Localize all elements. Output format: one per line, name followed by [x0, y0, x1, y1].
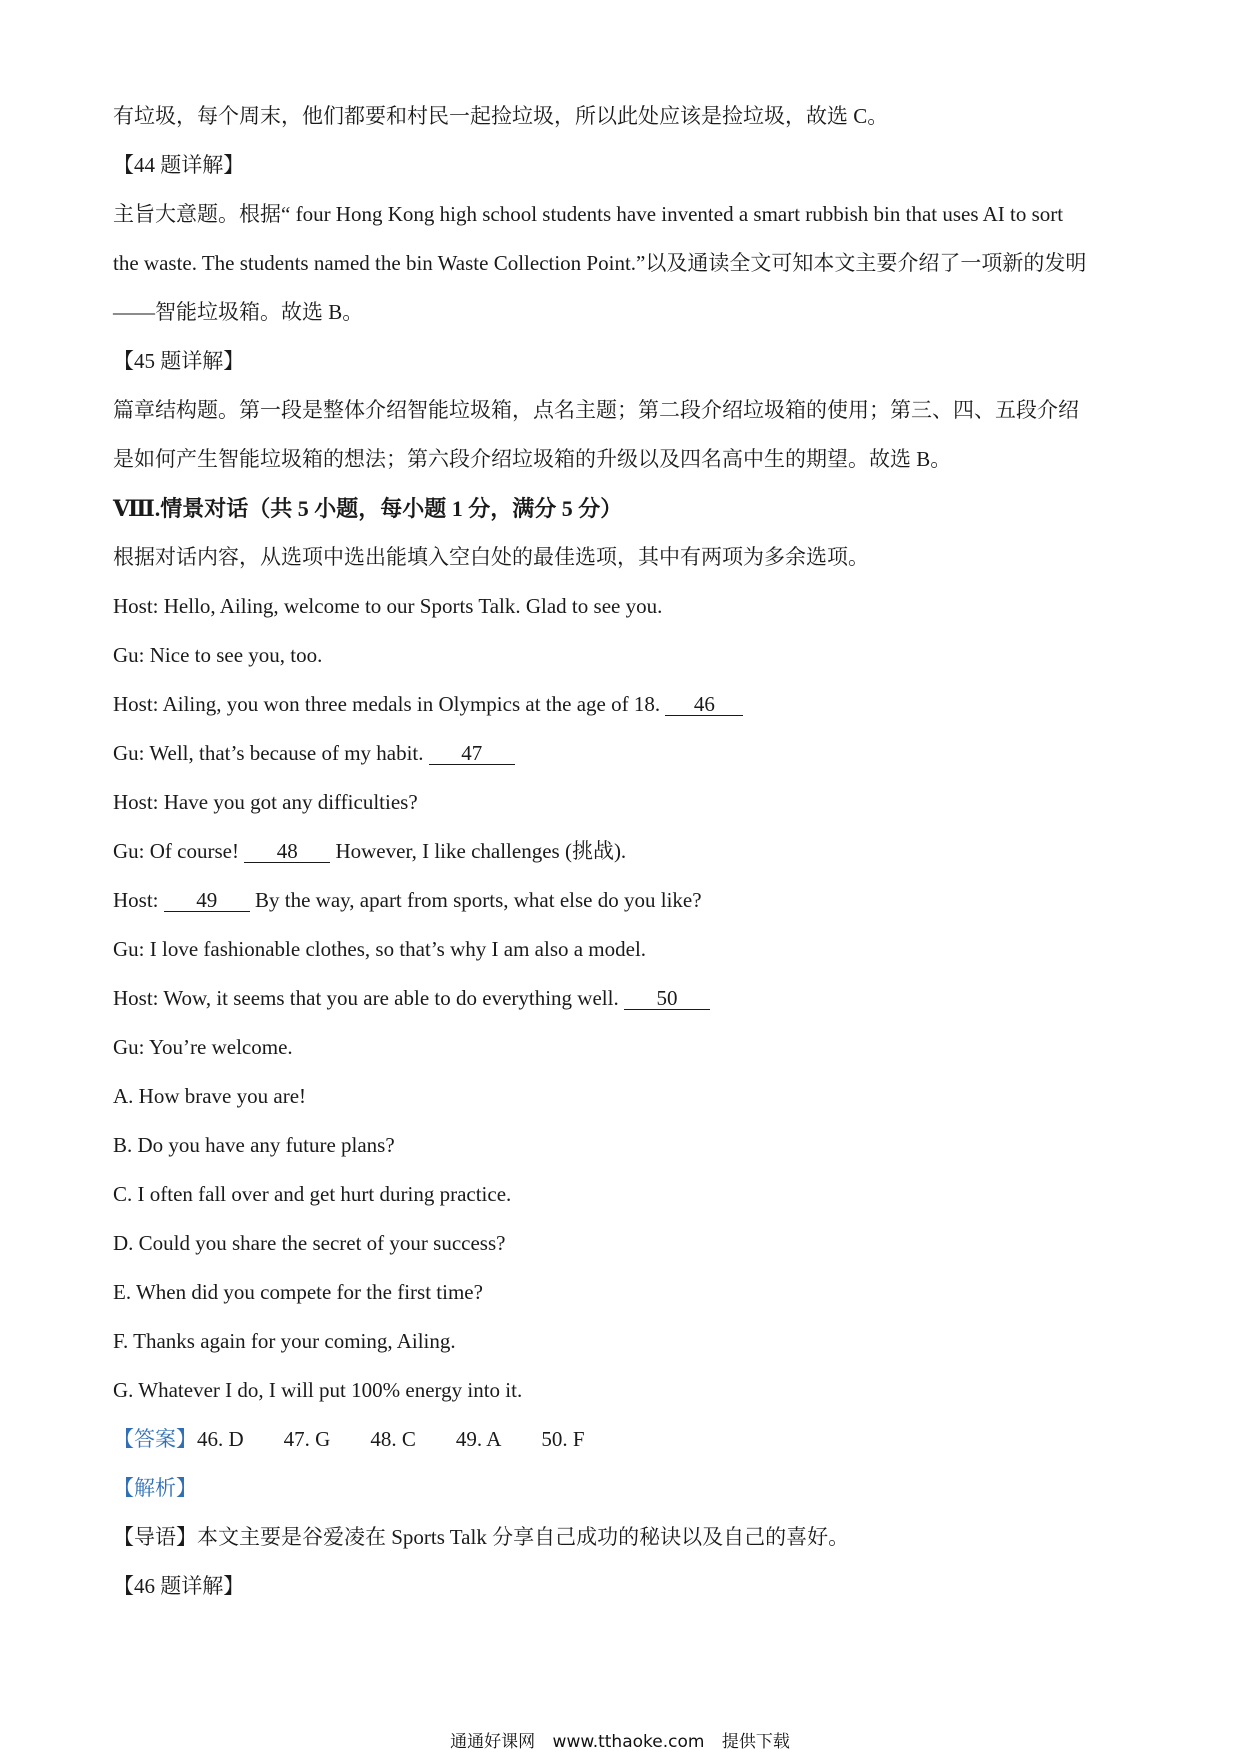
dialogue-line	[113, 729, 1133, 778]
dialogue-line: Host: Hello, Ailing, welcome to our Sports Talk. Glad to see you.	[113, 594, 663, 618]
guide-text: 本文主要是谷爱凌在 Sports Talk 分享自己成功的秘诀以及自己的喜好。	[197, 1525, 850, 1549]
option-a: A. How brave you are!	[113, 1084, 307, 1108]
footer-site-name: 通通好课网	[450, 1732, 536, 1752]
option-c: C. I often fall over and get hurt during practice.	[113, 1182, 512, 1206]
page-footer	[0, 1727, 1240, 1752]
dialogue-text: Host: Wow, it seems that you are able to do everything well.	[113, 986, 619, 1010]
q45-explanation-line-2: 是如何产生智能垃圾箱的想法；第六段介绍垃圾箱的升级以及四名高中生的期望。故选 B。	[113, 447, 952, 471]
answer-item: 50. F	[541, 1427, 585, 1451]
answer-line	[113, 1415, 1133, 1464]
footer-url[interactable]: www.tthaoke.com	[552, 1732, 705, 1752]
answer-item: 48. C	[370, 1427, 416, 1451]
dialogue-line: Gu: Nice to see you, too.	[113, 643, 323, 667]
answer-item: 46. D	[197, 1427, 244, 1451]
section-heading: Ⅷ.情景对话（共 5 小题，每小题 1 分，满分 5 分）	[113, 496, 623, 521]
dialogue-text: Gu: Of course!	[113, 839, 239, 863]
guide-label: 【导语】	[113, 1525, 197, 1549]
q46-title: 【46 题详解】	[113, 1574, 245, 1598]
option-g: G. Whatever I do, I will put 100% energy into it.	[113, 1378, 523, 1402]
option-d: D. Could you share the secret of your success?	[113, 1231, 506, 1255]
q44-explanation-line-3: ——智能垃圾箱。故选 B。	[113, 300, 364, 324]
dialogue-line	[113, 680, 1133, 729]
answer-blank-47: 47	[429, 742, 515, 765]
q45-explanation-line-1: 篇章结构题。第一段是整体介绍智能垃圾箱，点名主题；第二段介绍垃圾箱的使用；第三、四、五段介绍	[113, 398, 1079, 422]
dialogue-text: Host:	[113, 888, 159, 912]
q44-explanation-line-2: the waste. The students named the bin Waste Collection Point.”以及通读全文可知本文主要介绍了一项新的发明	[113, 251, 1087, 275]
dialogue-text: By the way, apart from sports, what else do you like?	[255, 888, 702, 912]
option-e: E. When did you compete for the first time?	[113, 1280, 483, 1304]
document-page	[113, 92, 1133, 1611]
footer-note: 提供下载	[721, 1732, 790, 1752]
answer-item: 49. A	[455, 1427, 502, 1451]
dialogue-text: However, I like challenges (挑战).	[335, 839, 627, 863]
dialogue-line	[113, 974, 1133, 1023]
dialogue-line: Host: Have you got any difficulties?	[113, 790, 418, 814]
answer-blank-49: 49	[164, 889, 250, 912]
dialogue-line	[113, 827, 1133, 876]
answer-blank-50: 50	[624, 987, 710, 1010]
option-b: B. Do you have any future plans?	[113, 1133, 395, 1157]
section-instruction: 根据对话内容，从选项中选出能填入空白处的最佳选项，其中有两项为多余选项。	[113, 545, 869, 569]
analysis-label: 【解析】	[113, 1476, 197, 1500]
answer-label: 【答案】	[113, 1427, 197, 1451]
dialogue-text: Gu: Well, that’s because of my habit.	[113, 741, 424, 765]
dialogue-line	[113, 876, 1133, 925]
answer-item: 47. G	[283, 1427, 331, 1451]
option-f: F. Thanks again for your coming, Ailing.	[113, 1329, 456, 1353]
q44-explanation-line-1: 主旨大意题。根据“ four Hong Kong high school students have invented a smart rubbish bin that uses AI to sort	[113, 202, 1064, 226]
guide-line	[113, 1513, 1133, 1562]
q44-title: 【44 题详解】	[113, 153, 245, 177]
dialogue-text: Host: Ailing, you won three medals in Olympics at the age of 18.	[113, 692, 661, 716]
q45-title: 【45 题详解】	[113, 349, 245, 373]
dialogue-line: Gu: I love fashionable clothes, so that’s why I am also a model.	[113, 937, 647, 961]
text-line: 有垃圾，每个周末，他们都要和村民一起捡垃圾，所以此处应该是捡垃圾，故选 C。	[113, 104, 889, 128]
answer-blank-48: 48	[244, 840, 330, 863]
dialogue-line: Gu: You’re welcome.	[113, 1035, 293, 1059]
answer-blank-46: 46	[665, 693, 743, 716]
